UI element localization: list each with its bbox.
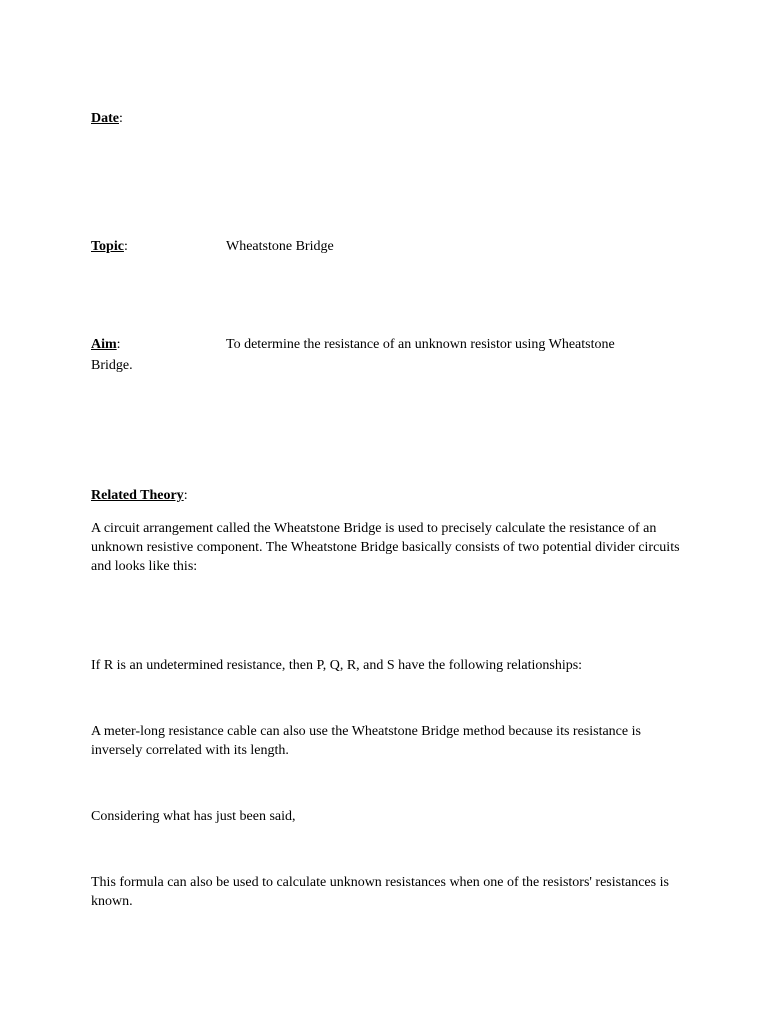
aim-block [91, 334, 681, 376]
related-theory-heading [91, 486, 681, 505]
aim-label: Aim [91, 337, 117, 352]
meter-cable-paragraph: A meter-long resistance cable can also use the Wheatstone Bridge method because its resistance is inversely correlated with its length. [91, 724, 641, 758]
considering-paragraph: Considering what has just been said, [91, 809, 296, 824]
topic-value: Wheatstone Bridge [226, 239, 334, 254]
formula-paragraph: This formula can also be used to calculate unknown resistances when one of the resistors' resistances is known. [91, 875, 669, 909]
aim-value-line2: Bridge. [91, 358, 133, 373]
topic-line [91, 237, 681, 257]
aim-first-line [91, 334, 681, 355]
relationship-paragraph: If R is an undetermined resistance, then P, Q, R, and S have the following relationships: [91, 658, 583, 673]
topic-label: Topic [91, 239, 124, 254]
date-line [91, 109, 681, 128]
date-label: Date [91, 111, 119, 126]
aim-value-line1: To determine the resistance of an unknown resistor using Wheatstone [226, 337, 615, 352]
topic-colon: : [123, 239, 128, 254]
date-colon: : [119, 111, 123, 126]
related-theory-colon: : [183, 488, 188, 503]
aim-colon: : [116, 337, 121, 352]
related-theory-label: Related Theory [91, 488, 184, 503]
intro-paragraph: A circuit arrangement called the Wheatstone Bridge is used to precisely calculate the resistance of an unknown resistive component. The Wheatstone Bridge basically consists of two potential divider circuits and looks like this: [91, 521, 680, 574]
